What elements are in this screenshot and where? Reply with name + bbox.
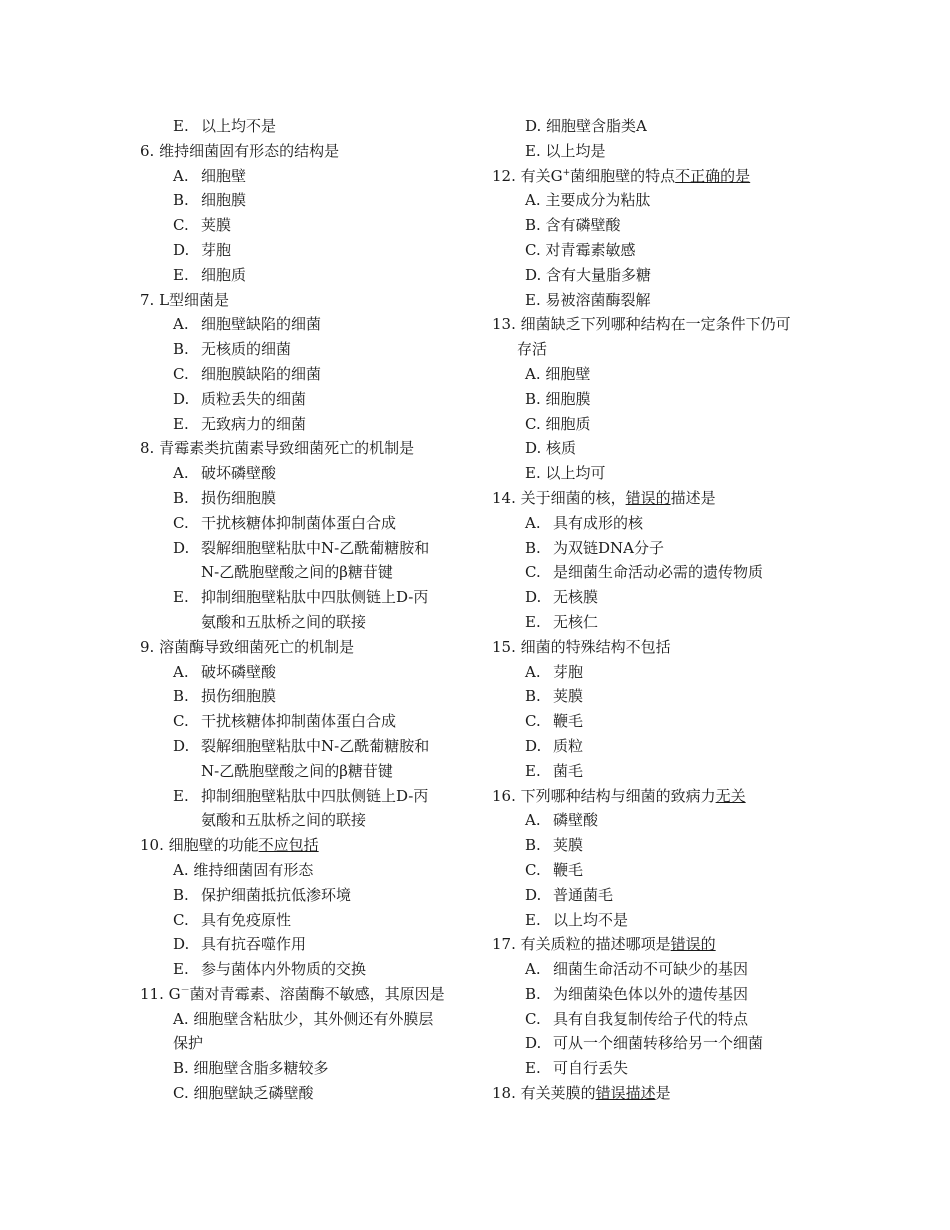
text-segment: C. <box>525 563 541 582</box>
text-segment: 破坏磷壁酸 <box>201 662 277 681</box>
text-segment: C. <box>173 216 189 235</box>
question-14-stem <box>492 486 822 511</box>
q13-option-a: A. 细胞壁 <box>525 364 591 383</box>
text-segment: 为细菌染色体以外的遗传基因 <box>553 984 749 1003</box>
text-segment: 质粒 <box>553 736 584 755</box>
q8-option-b <box>140 486 470 511</box>
text-segment: D. <box>173 935 190 954</box>
text-segment: A. <box>525 960 541 979</box>
q17-option-a <box>492 957 822 982</box>
text-segment: 裂解细胞壁粘肽中N-乙酰葡糖胺和 <box>201 736 430 755</box>
q15-option-a <box>492 660 822 685</box>
text-segment: 细胞质 <box>201 265 247 284</box>
text-segment: A. <box>525 662 541 681</box>
text-segment: E. <box>525 910 541 929</box>
text-segment: 芽胞 <box>201 240 232 259</box>
q16-option-b <box>492 833 822 858</box>
text-segment: E. <box>173 960 189 979</box>
q10-option-c <box>140 908 470 933</box>
text-segment: D. <box>173 538 190 557</box>
question-10-stem <box>140 833 470 858</box>
q6-option-d <box>140 238 470 263</box>
q7-option-c <box>140 362 470 387</box>
q13-option-e: E. 以上均可 <box>525 464 606 483</box>
text-segment: 菌细胞壁的特点 <box>570 166 676 185</box>
q12-option-d: D. 含有大量脂多糖 <box>525 265 652 284</box>
text-segment: B. <box>173 340 189 359</box>
text-segment: 细胞壁缺陷的细菌 <box>201 315 322 334</box>
q10-option-a: A. 维持细菌固有形态 <box>173 860 314 879</box>
text-segment: A. <box>173 315 189 334</box>
q15-option-e <box>492 759 822 784</box>
text-segment: 可从一个细菌转移给另一个细菌 <box>553 1034 764 1053</box>
text-segment: 11. G <box>140 984 181 1003</box>
text-segment: E. <box>173 265 189 284</box>
underlined-keyword: 不应包括 <box>258 836 319 855</box>
underlined-keyword: 无关 <box>715 786 746 805</box>
q7-option-b <box>140 337 470 362</box>
question-6-stem: 6. 维持细菌固有形态的结构是 <box>140 141 340 160</box>
q11-option-a: A. 细胞壁含粘肽少，其外侧还有外膜层 <box>173 1009 434 1028</box>
text-segment: 10. 细胞壁的功能 <box>140 836 259 855</box>
text-segment: B. <box>525 538 541 557</box>
q14-option-e <box>492 610 822 635</box>
q17-option-c <box>492 1007 822 1032</box>
q6-option-e <box>140 263 470 288</box>
text-segment: 质粒丢失的细菌 <box>201 389 307 408</box>
q11-option-d: D. 细胞壁含脂类A <box>525 117 647 135</box>
text-segment: 具有成形的核 <box>553 513 644 532</box>
text-segment: C. <box>173 364 189 383</box>
q6-option-b <box>140 188 470 213</box>
q17-option-b <box>492 982 822 1007</box>
text-segment: 裂解细胞壁粘肽中N-乙酰葡糖胺和 <box>201 538 430 557</box>
q8-option-d <box>140 536 470 561</box>
question-12-stem <box>492 164 822 189</box>
text-segment: 无致病力的细菌 <box>201 414 307 433</box>
text-segment: E. <box>173 588 189 607</box>
q15-option-b <box>492 684 822 709</box>
text-segment: A. <box>525 513 541 532</box>
underlined-keyword: 错误描述 <box>595 1084 656 1103</box>
text-segment: A. <box>525 811 541 830</box>
text-segment: 17. 有关质粒的描述哪项是 <box>492 935 671 954</box>
q5-option-e <box>140 114 470 139</box>
underlined-keyword: 错误的 <box>670 935 716 954</box>
q15-option-c <box>492 709 822 734</box>
text-segment: B. <box>173 687 189 706</box>
q9-option-a <box>140 660 470 685</box>
q11-option-c: C. 细胞壁缺乏磷壁酸 <box>173 1084 314 1103</box>
question-17-stem <box>492 932 822 957</box>
q9-option-e-continuation: 氨酸和五肽桥之间的联接 <box>201 811 367 830</box>
text-segment: E. <box>525 1059 541 1078</box>
q8-option-d-continuation: N-乙酰胞壁酸之间的β糖苷键 <box>201 563 393 582</box>
text-segment: D. <box>173 389 190 408</box>
text-segment: 12. 有关G <box>492 166 563 185</box>
text-segment: 芽胞 <box>553 662 584 681</box>
text-segment: － <box>180 985 190 996</box>
q6-option-a <box>140 164 470 189</box>
text-segment: 干扰核糖体抑制菌体蛋白合成 <box>201 712 397 731</box>
text-segment: 干扰核糖体抑制菌体蛋白合成 <box>201 513 397 532</box>
q16-option-c <box>492 858 822 883</box>
question-7-stem: 7. L型细菌是 <box>140 290 230 309</box>
q7-option-d <box>140 387 470 412</box>
q12-option-a: A. 主要成分为粘肽 <box>525 191 651 210</box>
q9-option-c <box>140 709 470 734</box>
question-9-stem: 9. 溶菌酶导致细菌死亡的机制是 <box>140 637 355 656</box>
text-segment: 描述是 <box>670 488 716 507</box>
text-segment: E. <box>173 786 189 805</box>
q14-option-c <box>492 560 822 585</box>
text-segment: B. <box>173 191 189 210</box>
text-segment: 是细菌生命活动必需的遗传物质 <box>553 563 764 582</box>
q7-option-a <box>140 312 470 337</box>
text-segment: 鞭毛 <box>553 860 584 879</box>
text-segment: + <box>562 167 571 178</box>
q11-option-a-continuation: 保护 <box>173 1034 204 1053</box>
text-segment: 无核膜 <box>553 588 599 607</box>
text-segment: 是 <box>655 1084 671 1103</box>
text-segment: D. <box>173 736 190 755</box>
text-segment: 细菌生命活动不可缺少的基因 <box>553 960 749 979</box>
text-segment: 以上均不是 <box>201 117 277 135</box>
q12-option-c: C. 对青霉素敏感 <box>525 240 636 259</box>
text-segment: E. <box>173 117 189 135</box>
text-segment: 18. 有关荚膜的 <box>492 1084 596 1103</box>
text-segment: B. <box>525 687 541 706</box>
text-segment: E. <box>525 761 541 780</box>
q13-option-c: C. 细胞质 <box>525 414 591 433</box>
text-segment: 损伤细胞膜 <box>201 687 277 706</box>
q9-option-d-continuation: N-乙酰胞壁酸之间的β糖苷键 <box>201 761 393 780</box>
q10-option-e <box>140 957 470 982</box>
underlined-keyword: 错误的 <box>625 488 671 507</box>
text-segment: 荚膜 <box>553 836 584 855</box>
text-segment: 普通菌毛 <box>553 885 614 904</box>
q8-option-e <box>140 585 470 610</box>
text-segment: B. <box>525 984 541 1003</box>
text-segment: 具有自我复制传给子代的特点 <box>553 1009 749 1028</box>
question-18-stem <box>492 1081 822 1106</box>
text-segment: D. <box>525 736 542 755</box>
q13-option-b: B. 细胞膜 <box>525 389 591 408</box>
text-segment: 抑制细胞壁粘肽中四肽侧链上D-丙 <box>201 588 429 607</box>
text-segment: 细胞膜缺陷的细菌 <box>201 364 322 383</box>
text-segment: 16. 下列哪种结构与细菌的致病力 <box>492 786 716 805</box>
text-segment: 磷壁酸 <box>553 811 599 830</box>
text-segment: 菌对青霉素、溶菌酶不敏感，其原因是 <box>189 984 445 1003</box>
text-segment: A. <box>173 464 189 483</box>
q15-option-d <box>492 734 822 759</box>
q11-option-b: B. 细胞壁含脂多糖较多 <box>173 1059 329 1078</box>
text-segment: B. <box>173 885 189 904</box>
q10-option-b <box>140 883 470 908</box>
text-segment: 14. 关于细菌的核， <box>492 488 626 507</box>
q14-option-d <box>492 585 822 610</box>
text-segment: A. <box>173 662 189 681</box>
text-segment: E. <box>525 612 541 631</box>
text-segment: B. <box>173 488 189 507</box>
q9-option-d <box>140 734 470 759</box>
q16-option-a <box>492 808 822 833</box>
text-segment: 以上均不是 <box>553 910 629 929</box>
text-segment: 损伤细胞膜 <box>201 488 277 507</box>
text-segment: 参与菌体内外物质的交换 <box>201 960 367 979</box>
text-segment: 具有抗吞噬作用 <box>201 935 307 954</box>
q16-option-e <box>492 908 822 933</box>
text-segment: B. <box>525 836 541 855</box>
text-segment: 抑制细胞壁粘肽中四肽侧链上D-丙 <box>201 786 429 805</box>
text-segment: C. <box>173 910 189 929</box>
q12-option-e: E. 易被溶菌酶裂解 <box>525 290 651 309</box>
q17-option-d <box>492 1031 822 1056</box>
q8-option-e-continuation: 氨酸和五肽桥之间的联接 <box>201 612 367 631</box>
text-segment: 荚膜 <box>553 687 584 706</box>
q11-option-e: E. 以上均是 <box>525 141 606 160</box>
text-segment: 荚膜 <box>201 216 232 235</box>
q10-option-d <box>140 932 470 957</box>
q17-option-e <box>492 1056 822 1081</box>
text-segment: 无核质的细菌 <box>201 340 292 359</box>
q7-option-e <box>140 412 470 437</box>
q9-option-e <box>140 784 470 809</box>
right-column <box>492 114 822 1106</box>
text-segment: A. <box>173 166 189 185</box>
text-segment: 保护细菌抵抗低渗环境 <box>201 885 352 904</box>
q12-option-b: B. 含有磷壁酸 <box>525 216 621 235</box>
text-segment: E. <box>173 414 189 433</box>
text-segment: 破坏磷壁酸 <box>201 464 277 483</box>
question-11-stem <box>140 982 470 1007</box>
text-segment: C. <box>173 513 189 532</box>
text-segment: 细胞壁 <box>201 166 247 185</box>
question-15-stem: 15. 细菌的特殊结构不包括 <box>492 637 671 656</box>
text-segment: C. <box>173 712 189 731</box>
text-segment: D. <box>525 885 542 904</box>
left-column <box>140 114 470 1106</box>
text-segment: 为双链DNA分子 <box>553 538 664 557</box>
q8-option-c <box>140 511 470 536</box>
text-segment: D. <box>173 240 190 259</box>
q14-option-a <box>492 511 822 536</box>
text-segment: 鞭毛 <box>553 712 584 731</box>
q14-option-b <box>492 536 822 561</box>
text-segment: 具有免疫原性 <box>201 910 292 929</box>
q6-option-c <box>140 213 470 238</box>
question-8-stem: 8. 青霉素类抗菌素导致细菌死亡的机制是 <box>140 439 415 458</box>
text-segment: 无核仁 <box>553 612 599 631</box>
text-segment: C. <box>525 1009 541 1028</box>
q13-option-d: D. 核质 <box>525 439 577 458</box>
question-16-stem <box>492 784 822 809</box>
text-segment: C. <box>525 860 541 879</box>
q9-option-b <box>140 684 470 709</box>
text-segment: 菌毛 <box>553 761 584 780</box>
text-segment: C. <box>525 712 541 731</box>
text-segment: D. <box>525 1034 542 1053</box>
underlined-keyword: 不正确的是 <box>675 166 751 185</box>
q16-option-d <box>492 883 822 908</box>
q8-option-a <box>140 461 470 486</box>
question-13-stem-continuation: 存活 <box>517 340 548 359</box>
question-13-stem: 13. 细菌缺乏下列哪种结构在一定条件下仍可 <box>492 315 791 334</box>
text-segment: D. <box>525 588 542 607</box>
text-segment: 可自行丢失 <box>553 1059 629 1078</box>
text-segment: 细胞膜 <box>201 191 247 210</box>
